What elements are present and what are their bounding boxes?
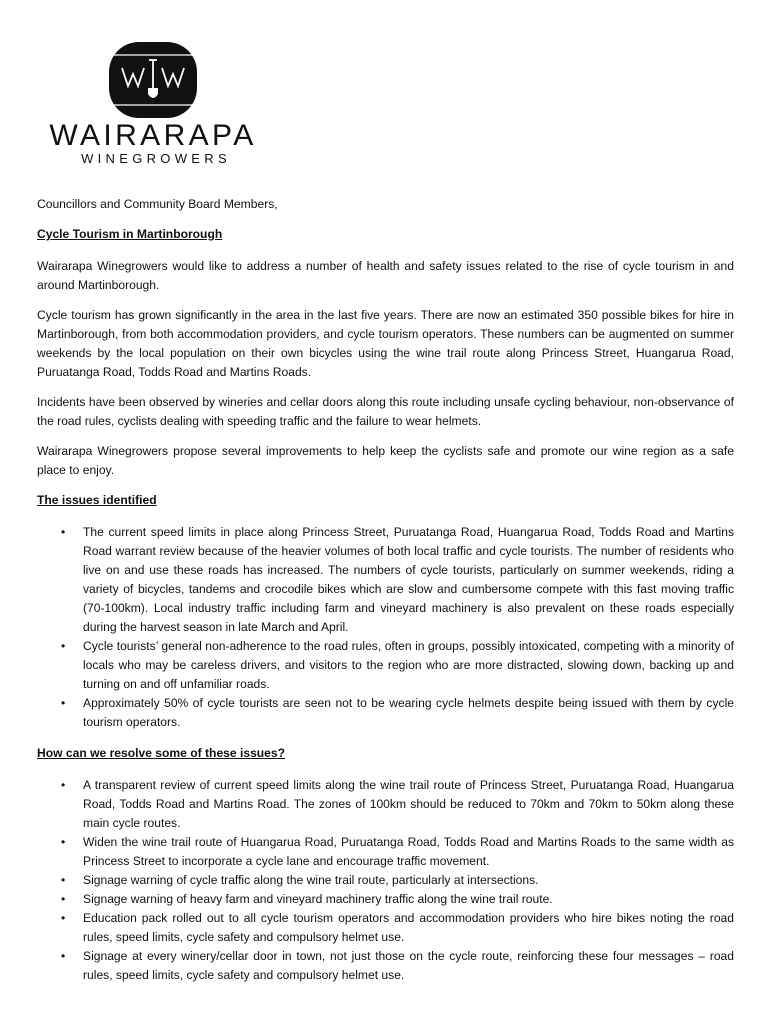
paragraph: Wairarapa Winegrowers propose several improvements to help keep the cyclists safe and promote our wine region as a safe place to enjoy.: [37, 444, 734, 477]
salutation: Councillors and Community Board Members,: [37, 197, 278, 211]
issues-list: [37, 523, 734, 732]
paragraph: Cycle tourism has grown significantly in the area in the last five years. There are now an estimated 350 possible bikes for hire in Martinborough, from both accommodation providers, and cycle tourism operators. These numbers can be augmented on summer weekends by the local population on their own bicycles using the wine trail route along Princess Street, Huangarua Road, Puruatanga Road, Todds Road and Martins Roads.: [37, 308, 734, 379]
resolutions-list: [37, 776, 734, 985]
issues-heading: The issues identified: [37, 493, 157, 507]
list-item: • A transparent review of current speed limits along the wine trail route of Princess Street, Puruatanga Road, Huangarua Road, Todds Road and Martins Road. The zones of 100km should be reduced to 70km and 70km to 50km along these main cycle routes.: [83, 776, 734, 833]
brand-subtitle: WINEGROWERS: [81, 151, 231, 166]
letter-body: [37, 195, 734, 997]
list-item: • Widen the wine trail route of Huangarua Road, Puruatanga Road, Todds Road and Martins Roads to the same width as Princess Street to incorporate a cycle lane and encourage traffic movement.: [83, 833, 734, 871]
list-item: • Signage warning of cycle traffic along the wine trail route, particularly at intersections.: [83, 871, 734, 890]
list-item: • Cycle tourists’ general non-adherence to the road rules, often in groups, possibly intoxicated, competing with a minority of locals who may be careless drivers, and visitors to the region who are more distracted, slowing down, backing up and turning on and off unfamiliar roads.: [83, 637, 734, 694]
monogram-icon: [109, 42, 197, 118]
paragraph: Wairarapa Winegrowers would like to address a number of health and safety issues related to the rise of cycle tourism in and around Martinborough.: [37, 259, 734, 292]
list-item: • Approximately 50% of cycle tourists are seen not to be wearing cycle helmets despite being issued with them by cycle tourism operators.: [83, 694, 734, 732]
letter-title: Cycle Tourism in Martinborough: [37, 227, 223, 241]
paragraph: Incidents have been observed by wineries and cellar doors along this route including unsafe cycling behaviour, non-observance of the road rules, cyclists dealing with speeding traffic and the failure to wear helmets.: [37, 395, 734, 428]
letterhead-logo: [37, 42, 269, 167]
barrel-emblem: [109, 42, 197, 118]
list-item: • Signage at every winery/cellar door in town, not just those on the cycle route, reinforcing these four messages – road rules, speed limits, cycle safety and compulsory helmet use.: [83, 947, 734, 985]
list-item: • Signage warning of heavy farm and vineyard machinery traffic along the wine trail route.: [83, 890, 734, 909]
list-item: • The current speed limits in place along Princess Street, Puruatanga Road, Huangarua Road, Todds Road and Martins Road warrant review because of the heavier volumes of both local traffic and cycle tourists. The number of residents who live on and use these roads has increased. The numbers of cycle tourists, particularly on summer weekends, riding a variety of bicycles, tandems and crocodile bikes which are slow and cumbersome compete with this fast moving traffic (70-100km). Local industry traffic including farm and vineyard machinery is also prevalent on these roads especially during the harvest season in late March and April.: [83, 523, 734, 637]
brand-name: WAIRARAPA: [49, 119, 257, 152]
resolve-heading: How can we resolve some of these issues?: [37, 746, 286, 760]
list-item: • Education pack rolled out to all cycle tourism operators and accommodation providers who hire bikes noting the road rules, speed limits, cycle safety and compulsory helmet use.: [83, 909, 734, 947]
